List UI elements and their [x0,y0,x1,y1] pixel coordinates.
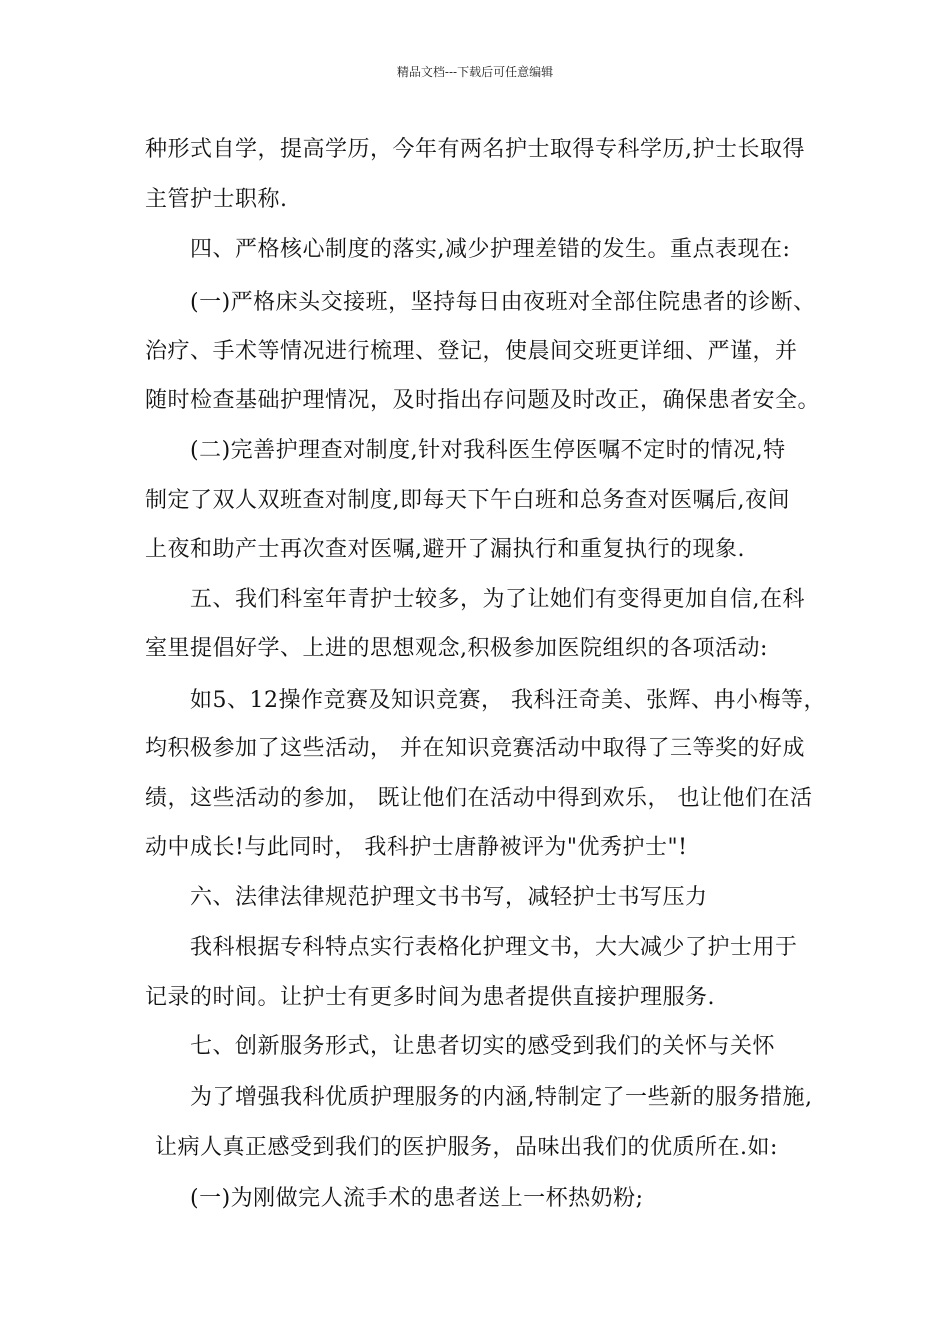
text-line: 让病人真正感受到我们的医护服务，品味出我们的优质所在.如: [155,1135,778,1160]
text-line: 如5、12操作竞赛及知识竞赛， 我科汪奇美、张辉、冉小梅等， [190,688,826,713]
page-header: 精品文档---下载后可任意编辑 [396,65,554,79]
text-line: 绩，这些活动的参加， 既让他们在活动中得到欢乐， 也让他们在活 [145,786,813,811]
text-line: 四、严格核心制度的落实,减少护理差错的发生。重点表现在: [190,237,791,262]
text-line: 随时检查基础护理情况，及时指出存问题及时改正，确保患者安全。 [145,388,821,413]
text-line: (二)完善护理查对制度,针对我科医生停医嘱不定时的情况,特 [190,438,786,463]
text-line: 七、创新服务形式，让患者切实的感受到我们的关怀与关怀 [190,1034,776,1059]
text-line: 动中成长!与此同时， 我科护士唐静被评为"优秀护士"! [145,835,688,860]
text-line: 制定了双人双班查对制度,即每天下午白班和总务查对医嘱后,夜间 [145,488,790,513]
text-line: (一)严格床头交接班，坚持每日由夜班对全部住院患者的诊断、 [190,290,816,315]
text-line: 主管护士职称. [145,187,288,212]
text-line: 为了增强我科优质护理服务的内涵,特制定了一些新的服务措施, [190,1085,813,1110]
text-line: 上夜和助产士再次查对医嘱,避开了漏执行和重复执行的现象. [145,537,745,562]
text-line: 治疗、手术等情况进行梳理、登记，使晨间交班更详细、严谨，并 [145,339,798,364]
text-line: 五、我们科室年青护士较多，为了让她们有变得更加自信,在科 [190,587,805,612]
text-line: 我科根据专科特点实行表格化护理文书，大大减少了护士用于 [190,935,798,960]
text-line: 种形式自学，提高学历，今年有两名护士取得专科学历,护士长取得 [145,137,805,162]
text-line: 六、法律法律规范护理文书书写，减轻护士书写压力 [190,885,708,910]
text-line: 均积极参加了这些活动， 并在知识竞赛活动中取得了三等奖的好成 [145,736,805,761]
text-line: 室里提倡好学、上进的思想观念,积极参加医院组织的各项活动: [145,636,768,661]
text-line: 记录的时间。让护士有更多时间为患者提供直接护理服务. [145,985,715,1010]
text-line: (一)为刚做完人流手术的患者送上一杯热奶粉; [190,1186,644,1211]
